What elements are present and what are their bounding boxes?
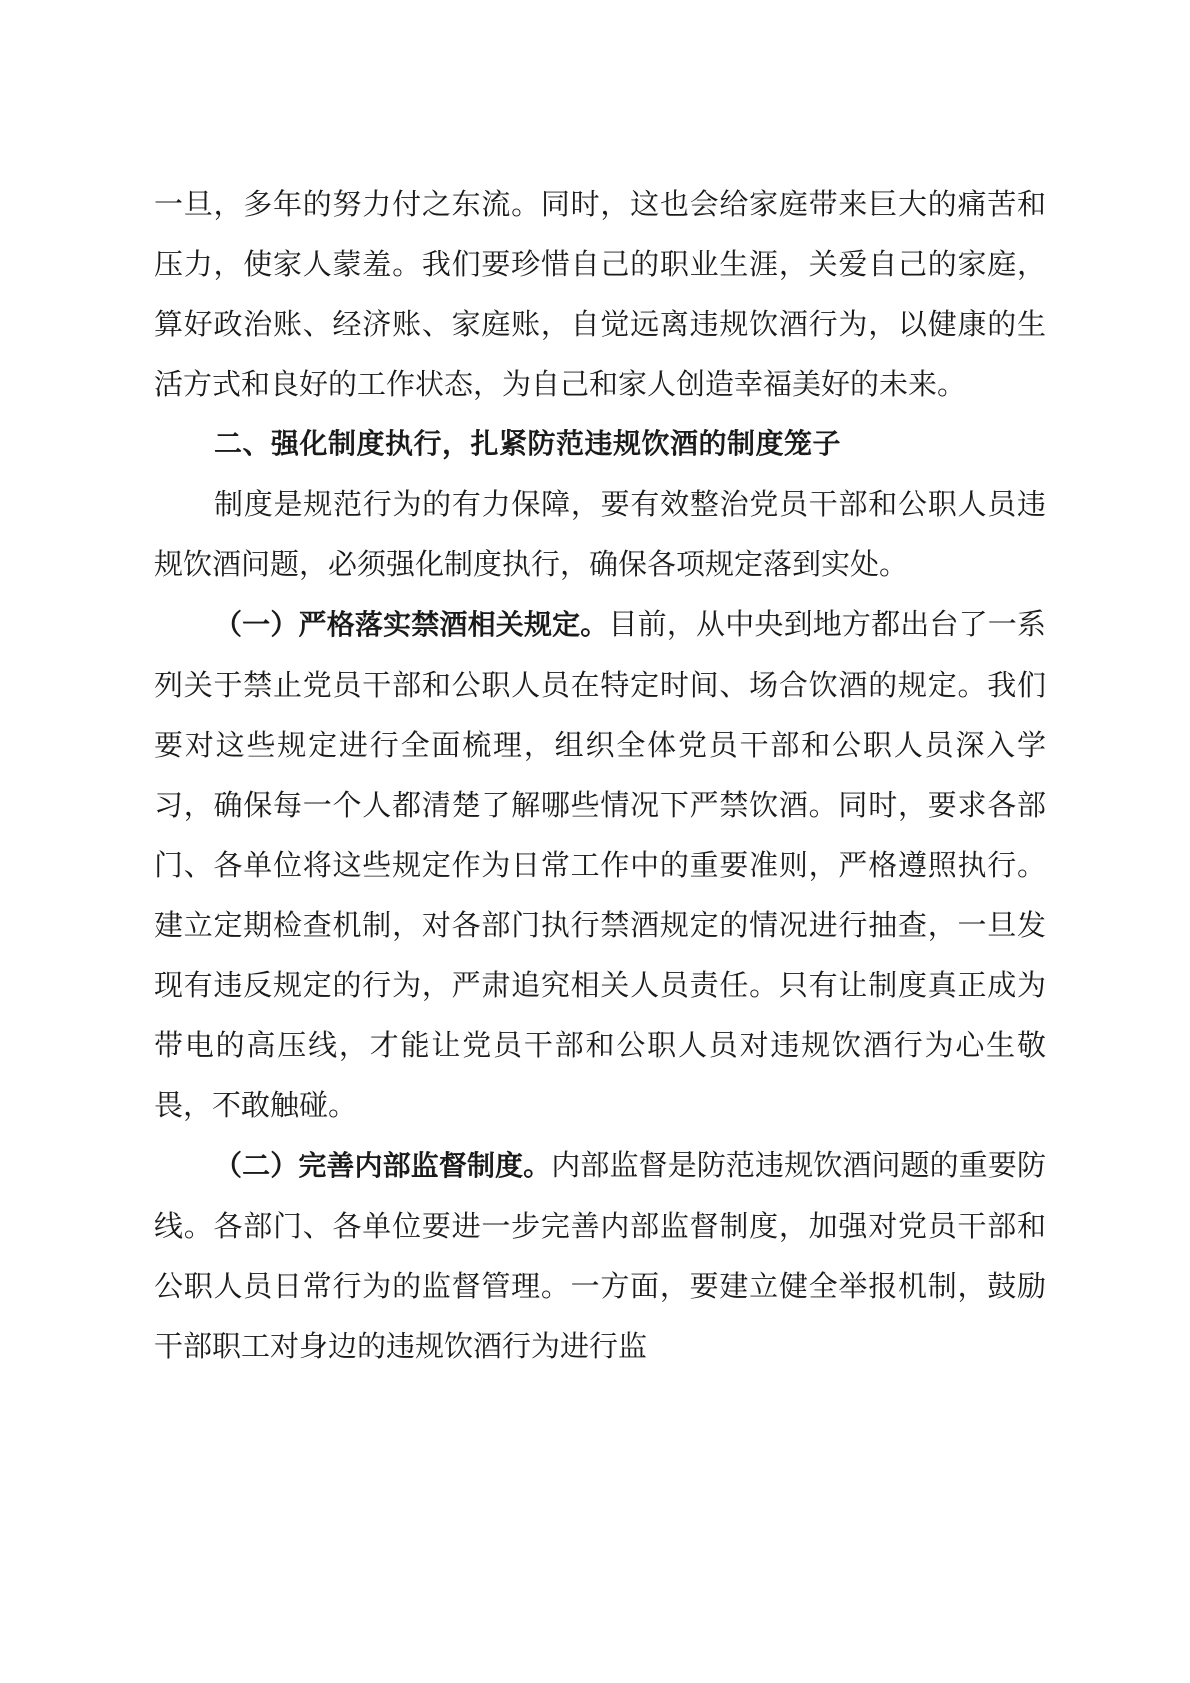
paragraph-subsection-1 [154,594,1046,1135]
paragraph-intro: 制度是规范行为的有力保障，要有效整治党员干部和公职人员违规饮酒问题，必须强化制度执行，确保各项规定落到实处。 [154,487,1046,581]
document-body [154,174,1046,1376]
subsection-title-1: （一）严格落实禁酒相关规定。 [214,608,609,641]
paragraph-continuation: 一旦，多年的努力付之东流。同时，这也会给家庭带来巨大的痛苦和压力，使家人蒙羞。我们要珍惜自己的职业生涯，关爱自己的家庭，算好政治账、经济账、家庭账，自觉远离违规饮酒行为，以健康的生活方式和良好的工作状态，为自己和家人创造幸福美好的未来。 [154,187,1046,401]
paragraph-subsection-2 [154,1135,1046,1376]
subsection-text-1: 目前，从中央到地方都出台了一系列关于禁止党员干部和公职人员在特定时间、场合饮酒的规定。我们要对这些规定进行全面梳理，组织全体党员干部和公职人员深入学习，确保每一个人都清楚了解哪些情况下严禁饮酒。同时，要求各部门、各单位将这些规定作为日常工作中的重要准则，严格遵照执行。建立定期检查机制，对各部门执行禁酒规定的情况进行抽查，一旦发现有违反规定的行为，严肃追究相关人员责任。只有让制度真正成为带电的高压线，才能让党员干部和公职人员对违规饮酒行为心生敬畏，不敢触碰。 [154,607,1046,1122]
subsection-title-2: （二）完善内部监督制度。 [214,1149,552,1182]
subsection-text-2: 内部监督是防范违规饮酒问题的重要防线。各部门、各单位要进一步完善内部监督制度，加强对党员干部和公职人员日常行为的监督管理。一方面，要建立健全举报机制，鼓励干部职工对身边的违规饮酒行为进行监 [154,1148,1046,1363]
section-heading-2: 二、强化制度执行，扎紧防范违规饮酒的制度笼子 [214,427,842,460]
